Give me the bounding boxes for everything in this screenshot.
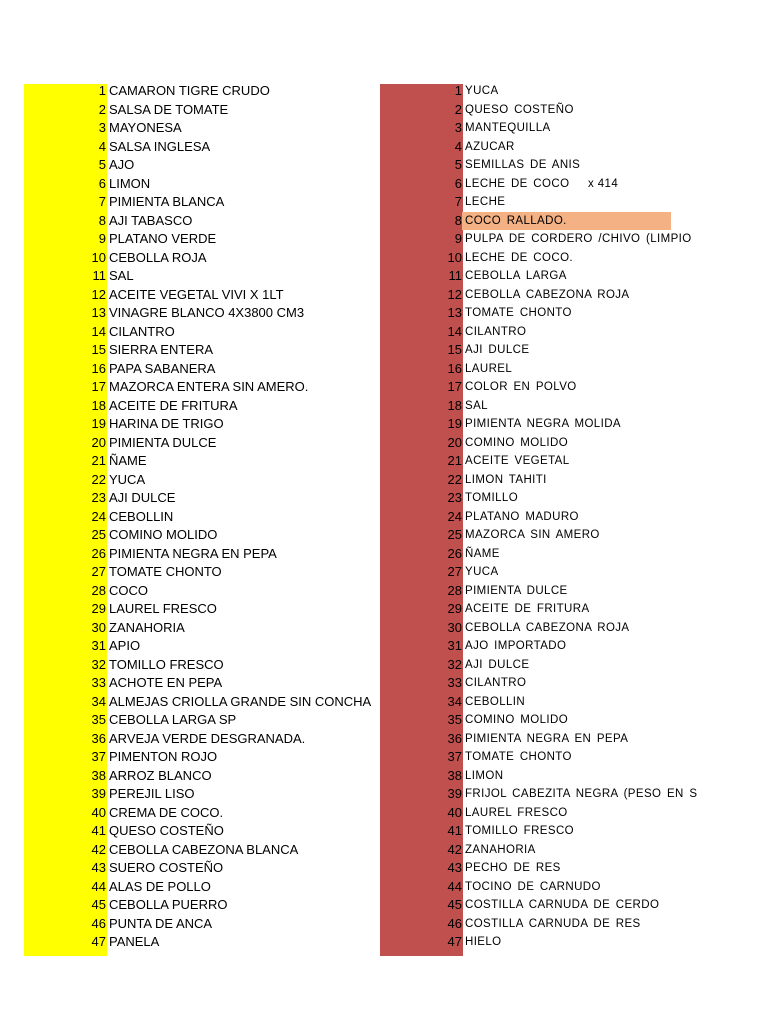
item-name: COSTILLA CARNUDA DE CERDO — [465, 899, 660, 911]
item-name: CEBOLLA CABEZONA ROJA — [465, 288, 630, 301]
item-name: PIMIENTA NEGRA EN PEPA — [465, 732, 629, 745]
item-name: MAYONESA — [109, 120, 182, 135]
row-number: 5 — [98, 157, 106, 172]
row-number: 18 — [91, 397, 106, 413]
item-name: TOMILLO FRESCO — [465, 825, 574, 837]
list-row[interactable] — [24, 896, 374, 915]
item-name: SIERRA ENTERA — [109, 342, 214, 357]
row-number: 9 — [454, 231, 462, 246]
item-name: PIMIENTA NEGRA EN PEPA — [109, 545, 277, 561]
item-name: PUNTA DE ANCA — [109, 915, 213, 931]
item-name: PEREJIL LISO — [109, 786, 195, 801]
list-row[interactable] — [380, 915, 760, 934]
list-row[interactable] — [380, 508, 760, 527]
list-row[interactable] — [380, 378, 760, 397]
list-row[interactable] — [380, 637, 760, 656]
item-name: SALSA DE TOMATE — [109, 101, 229, 117]
row-number: 23 — [91, 490, 106, 505]
row-number: 42 — [447, 841, 462, 857]
list-row[interactable] — [24, 841, 374, 860]
list-row[interactable] — [24, 489, 374, 508]
list-row[interactable] — [380, 767, 760, 786]
row-number: 24 — [91, 508, 106, 524]
list-row[interactable] — [24, 563, 374, 582]
list-row[interactable] — [380, 175, 760, 194]
list-row[interactable] — [24, 286, 374, 305]
item-name: PIMIENTA BLANCA — [109, 194, 225, 209]
list-row[interactable] — [24, 378, 374, 397]
item-name: ACEITE DE FRITURA — [465, 603, 590, 615]
list-row[interactable] — [24, 101, 374, 120]
list-row[interactable] — [380, 489, 760, 508]
item-name: AJO IMPORTADO — [465, 640, 567, 652]
item-name: COMINO MOLIDO — [465, 714, 569, 726]
item-name: LECHE — [465, 196, 506, 208]
list-row[interactable] — [24, 859, 374, 878]
list-row[interactable] — [24, 397, 374, 416]
row-number: 47 — [447, 934, 462, 949]
list-row[interactable] — [24, 341, 374, 360]
list-row[interactable] — [380, 434, 760, 453]
list-row[interactable] — [380, 822, 760, 841]
list-row[interactable] — [380, 804, 760, 823]
list-row[interactable] — [380, 878, 760, 897]
list-row[interactable] — [380, 341, 760, 360]
row-number: 12 — [91, 286, 106, 302]
list-row[interactable] — [380, 193, 760, 212]
list-row[interactable] — [24, 711, 374, 730]
item-name: SAL — [109, 268, 134, 283]
left-ingredient-list — [24, 82, 374, 952]
row-number: 34 — [91, 693, 106, 709]
row-number: 16 — [447, 360, 462, 376]
row-number: 20 — [91, 434, 106, 450]
row-number: 25 — [91, 527, 106, 542]
item-name: TOMATE CHONTO — [109, 564, 222, 579]
item-name: ALAS DE POLLO — [109, 878, 211, 894]
item-name: COMINO MOLIDO — [109, 527, 218, 542]
item-name: YUCA — [465, 85, 499, 97]
item-name: PIMIENTA NEGRA MOLIDA — [465, 418, 621, 430]
row-number: 38 — [91, 767, 106, 783]
list-row[interactable] — [380, 138, 760, 157]
row-number: 26 — [447, 545, 462, 561]
row-number: 36 — [447, 730, 462, 746]
row-number: 37 — [91, 749, 106, 764]
list-row[interactable] — [24, 415, 374, 434]
row-number: 43 — [91, 860, 106, 875]
row-number: 32 — [91, 656, 106, 672]
row-number: 46 — [91, 915, 106, 931]
list-row[interactable] — [24, 785, 374, 804]
row-number: 27 — [91, 564, 106, 579]
row-number: 7 — [454, 194, 462, 209]
item-name: ARVEJA VERDE DESGRANADA. — [109, 730, 306, 746]
item-name: TOMATE CHONTO — [465, 307, 572, 319]
list-row[interactable] — [380, 323, 760, 342]
list-row[interactable] — [380, 286, 760, 305]
item-name: TOMILLO — [465, 492, 519, 504]
list-row[interactable] — [24, 656, 374, 675]
list-row[interactable] — [380, 711, 760, 730]
list-row[interactable] — [24, 304, 374, 323]
list-row[interactable] — [380, 841, 760, 860]
row-number: 4 — [454, 138, 462, 154]
item-name: AJI DULCE — [465, 658, 530, 671]
item-name: MANTEQUILLA — [465, 122, 551, 134]
list-row[interactable] — [380, 415, 760, 434]
item-name: SALSA INGLESA — [109, 138, 211, 154]
list-row[interactable] — [380, 156, 760, 175]
row-number: 26 — [91, 545, 106, 561]
item-name: COMINO MOLIDO — [465, 436, 569, 449]
list-row[interactable] — [380, 545, 760, 564]
item-name: QUESO COSTEÑO — [465, 103, 574, 116]
item-name: LECHE DE COCO. — [465, 251, 574, 264]
row-number: 2 — [98, 101, 106, 117]
item-note: x 414 — [588, 177, 619, 190]
list-row[interactable] — [24, 915, 374, 934]
row-number: 39 — [91, 786, 106, 801]
item-name: SUERO COSTEÑO — [109, 860, 224, 875]
list-row[interactable] — [24, 693, 374, 712]
row-number: 9 — [98, 231, 106, 246]
list-row[interactable] — [24, 82, 374, 101]
row-number: 30 — [91, 619, 106, 635]
row-number: 35 — [91, 712, 106, 727]
list-row[interactable] — [24, 730, 374, 749]
row-number: 3 — [98, 120, 106, 135]
list-row[interactable] — [380, 397, 760, 416]
item-name: AJI DULCE — [109, 490, 176, 505]
row-number: 42 — [91, 841, 106, 857]
list-row[interactable] — [380, 693, 760, 712]
row-number: 14 — [447, 323, 462, 339]
item-name: YUCA — [465, 566, 499, 578]
item-name: FRIJOL CABEZITA NEGRA (PESO EN S — [465, 788, 698, 800]
list-row[interactable] — [380, 360, 760, 379]
list-row[interactable] — [380, 619, 760, 638]
row-number: 25 — [447, 527, 462, 542]
list-row[interactable] — [24, 674, 374, 693]
row-number: 40 — [447, 804, 462, 820]
item-name: COCO — [109, 582, 148, 598]
item-name: CEBOLLIN — [109, 508, 174, 524]
row-number: 8 — [454, 212, 462, 228]
row-number: 15 — [447, 342, 462, 357]
item-name: COSTILLA CARNUDA DE RES — [465, 917, 641, 930]
list-row[interactable] — [380, 526, 760, 545]
row-number: 6 — [454, 175, 462, 191]
list-row[interactable] — [380, 933, 760, 952]
list-row[interactable] — [24, 156, 374, 175]
row-number: 31 — [91, 638, 106, 653]
row-number: 41 — [447, 823, 462, 838]
row-number: 6 — [98, 175, 106, 191]
list-row[interactable] — [24, 600, 374, 619]
row-number: 5 — [454, 157, 462, 172]
item-name: MAZORCA SIN AMERO — [465, 529, 600, 541]
row-number: 4 — [98, 138, 106, 154]
item-name: CEBOLLA CABEZONA ROJA — [465, 621, 630, 634]
item-name: AJO — [109, 157, 135, 172]
list-row[interactable] — [24, 230, 374, 249]
row-number: 30 — [447, 619, 462, 635]
row-number: 11 — [92, 268, 106, 283]
item-name: PULPA DE CORDERO /CHIVO (LIMPIO — [465, 233, 692, 245]
item-name: PANELA — [109, 934, 160, 949]
row-number: 31 — [447, 638, 462, 653]
item-name: PIMENTON ROJO — [109, 749, 218, 764]
row-number: 29 — [91, 601, 106, 616]
item-name: CILANTRO — [109, 323, 175, 339]
item-name: PAPA SABANERA — [109, 360, 216, 376]
row-number: 37 — [447, 749, 462, 764]
item-name: SEMILLAS DE ANIS — [465, 159, 581, 171]
row-number: 13 — [91, 305, 106, 320]
list-row[interactable] — [24, 878, 374, 897]
row-number: 33 — [447, 675, 462, 690]
item-name: PIMIENTA DULCE — [465, 584, 568, 597]
item-name: MAZORCA ENTERA SIN AMERO. — [109, 379, 309, 394]
row-number: 17 — [447, 379, 462, 394]
row-number: 22 — [91, 471, 106, 487]
list-row[interactable] — [24, 619, 374, 638]
item-name: VINAGRE BLANCO 4X3800 CM3 — [109, 305, 305, 320]
item-name: CAMARON TIGRE CRUDO — [109, 83, 270, 98]
row-number: 13 — [447, 305, 462, 320]
list-row[interactable] — [24, 748, 374, 767]
list-row[interactable] — [380, 785, 760, 804]
row-number: 41 — [91, 823, 106, 838]
right-ingredient-list — [380, 82, 760, 952]
row-number: 44 — [91, 878, 106, 894]
row-number: 19 — [447, 416, 462, 431]
item-name: ÑAME — [109, 453, 147, 468]
row-number: 43 — [447, 860, 462, 875]
row-number: 2 — [454, 101, 462, 117]
list-row[interactable] — [380, 748, 760, 767]
list-row[interactable] — [24, 212, 374, 231]
list-row[interactable] — [380, 452, 760, 471]
list-row[interactable] — [24, 822, 374, 841]
row-number: 7 — [98, 194, 106, 209]
row-number: 45 — [91, 897, 106, 912]
item-name: CEBOLLA ROJA — [109, 249, 207, 265]
list-row[interactable] — [24, 360, 374, 379]
item-name: PLATANO VERDE — [109, 231, 217, 246]
item-name: ARROZ BLANCO — [109, 767, 212, 783]
item-name: APIO — [109, 638, 141, 653]
row-number: 33 — [91, 675, 106, 690]
row-number: 21 — [447, 453, 462, 468]
row-number: 19 — [91, 416, 106, 431]
list-row[interactable] — [380, 656, 760, 675]
list-row[interactable] — [380, 896, 760, 915]
item-name: HIELO — [465, 936, 502, 948]
list-row[interactable] — [380, 82, 760, 101]
item-name: LECHE DE COCO — [465, 177, 570, 190]
list-row[interactable] — [380, 267, 760, 286]
item-name: LIMON — [109, 175, 151, 191]
row-number: 47 — [91, 934, 106, 949]
row-number: 12 — [447, 286, 462, 302]
row-number: 44 — [447, 878, 462, 894]
list-row[interactable] — [24, 767, 374, 786]
item-name: COLOR EN POLVO — [465, 381, 577, 393]
list-row[interactable] — [380, 859, 760, 878]
row-number: 22 — [447, 471, 462, 487]
list-row[interactable] — [380, 119, 760, 138]
list-row[interactable] — [380, 600, 760, 619]
item-name: ALMEJAS CRIOLLA GRANDE SIN CONCHA — [109, 693, 372, 709]
item-name: TOMATE CHONTO — [465, 751, 572, 763]
row-number: 17 — [91, 379, 106, 394]
item-name: TOMILLO FRESCO — [109, 656, 224, 672]
list-row[interactable] — [380, 582, 760, 601]
item-name: PECHO DE RES — [465, 862, 561, 874]
list-row[interactable] — [380, 212, 760, 231]
row-number: 35 — [447, 712, 462, 727]
list-row[interactable] — [380, 471, 760, 490]
item-name: CREMA DE COCO. — [109, 804, 224, 820]
row-number: 10 — [447, 249, 462, 265]
row-number: 11 — [448, 268, 462, 283]
row-number: 34 — [447, 693, 462, 709]
list-row[interactable] — [380, 249, 760, 268]
list-row[interactable] — [24, 434, 374, 453]
item-name: CILANTRO — [465, 325, 527, 338]
list-row[interactable] — [24, 471, 374, 490]
item-name: CEBOLLA LARGA SP — [109, 712, 237, 727]
item-name: SAL — [465, 399, 488, 412]
list-row[interactable] — [24, 267, 374, 286]
row-number: 18 — [447, 397, 462, 413]
row-number: 27 — [447, 564, 462, 579]
list-row[interactable] — [24, 508, 374, 527]
list-row[interactable] — [24, 637, 374, 656]
row-number: 32 — [447, 656, 462, 672]
row-number: 8 — [98, 212, 106, 228]
row-number: 20 — [447, 434, 462, 450]
row-number: 24 — [447, 508, 462, 524]
list-row[interactable] — [24, 175, 374, 194]
row-number: 1 — [98, 83, 106, 98]
item-name: HARINA DE TRIGO — [109, 416, 224, 431]
item-name: LAUREL FRESCO — [465, 806, 568, 819]
item-name: ACEITE VEGETAL VIVI X 1LT — [109, 286, 284, 302]
item-name: COCO RALLADO. — [462, 212, 671, 231]
list-row[interactable] — [24, 582, 374, 601]
list-row[interactable] — [24, 138, 374, 157]
item-name: PIMIENTA DULCE — [109, 434, 217, 450]
list-row[interactable] — [380, 563, 760, 582]
item-name: LIMON TAHITI — [465, 473, 547, 486]
row-number: 39 — [447, 786, 462, 801]
row-number: 45 — [447, 897, 462, 912]
list-row[interactable] — [24, 933, 374, 952]
list-row[interactable] — [24, 119, 374, 138]
item-name: AZUCAR — [465, 140, 515, 153]
list-row[interactable] — [24, 193, 374, 212]
row-number: 38 — [447, 767, 462, 783]
item-name: ZANAHORIA — [109, 619, 185, 635]
item-name: LIMON — [465, 769, 504, 782]
list-row[interactable] — [380, 674, 760, 693]
item-name: CEBOLLA LARGA — [465, 270, 567, 282]
list-row[interactable] — [380, 304, 760, 323]
item-name: YUCA — [109, 471, 146, 487]
row-number: 15 — [91, 342, 106, 357]
row-number: 28 — [91, 582, 106, 598]
row-number: 3 — [454, 120, 462, 135]
item-name: ÑAME — [465, 547, 500, 560]
item-name: AJI DULCE — [465, 344, 530, 356]
row-number: 21 — [91, 453, 106, 468]
item-name: ZANAHORIA — [465, 843, 536, 856]
row-number: 29 — [447, 601, 462, 616]
item-name: PLATANO MADURO — [465, 510, 579, 523]
list-row[interactable] — [24, 526, 374, 545]
row-number: 36 — [91, 730, 106, 746]
item-name: ACHOTE EN PEPA — [109, 675, 223, 690]
row-number: 10 — [91, 249, 106, 265]
list-row[interactable] — [24, 804, 374, 823]
list-row[interactable] — [24, 323, 374, 342]
row-number: 40 — [91, 804, 106, 820]
list-row[interactable] — [24, 452, 374, 471]
item-name: LAUREL — [465, 362, 513, 375]
item-name: CILANTRO — [465, 677, 527, 689]
item-name: QUESO COSTEÑO — [109, 823, 224, 838]
row-number: 14 — [91, 323, 106, 339]
list-row[interactable] — [380, 230, 760, 249]
row-number: 16 — [91, 360, 106, 376]
item-name: LAUREL FRESCO — [109, 601, 217, 616]
row-number: 28 — [447, 582, 462, 598]
list-row[interactable] — [24, 249, 374, 268]
item-name: CEBOLLA CABEZONA BLANCA — [109, 841, 299, 857]
row-number: 23 — [447, 490, 462, 505]
list-row[interactable] — [24, 545, 374, 564]
item-name: ACEITE VEGETAL — [465, 455, 570, 467]
item-name: CEBOLLIN — [465, 695, 526, 708]
row-number: 46 — [447, 915, 462, 931]
list-row[interactable] — [380, 101, 760, 120]
item-name: AJI TABASCO — [109, 212, 193, 228]
row-number: 1 — [454, 83, 462, 98]
item-name: CEBOLLA PUERRO — [109, 897, 228, 912]
item-name: ACEITE DE FRITURA — [109, 397, 238, 413]
list-row[interactable] — [380, 730, 760, 749]
item-name: TOCINO DE CARNUDO — [465, 880, 601, 893]
